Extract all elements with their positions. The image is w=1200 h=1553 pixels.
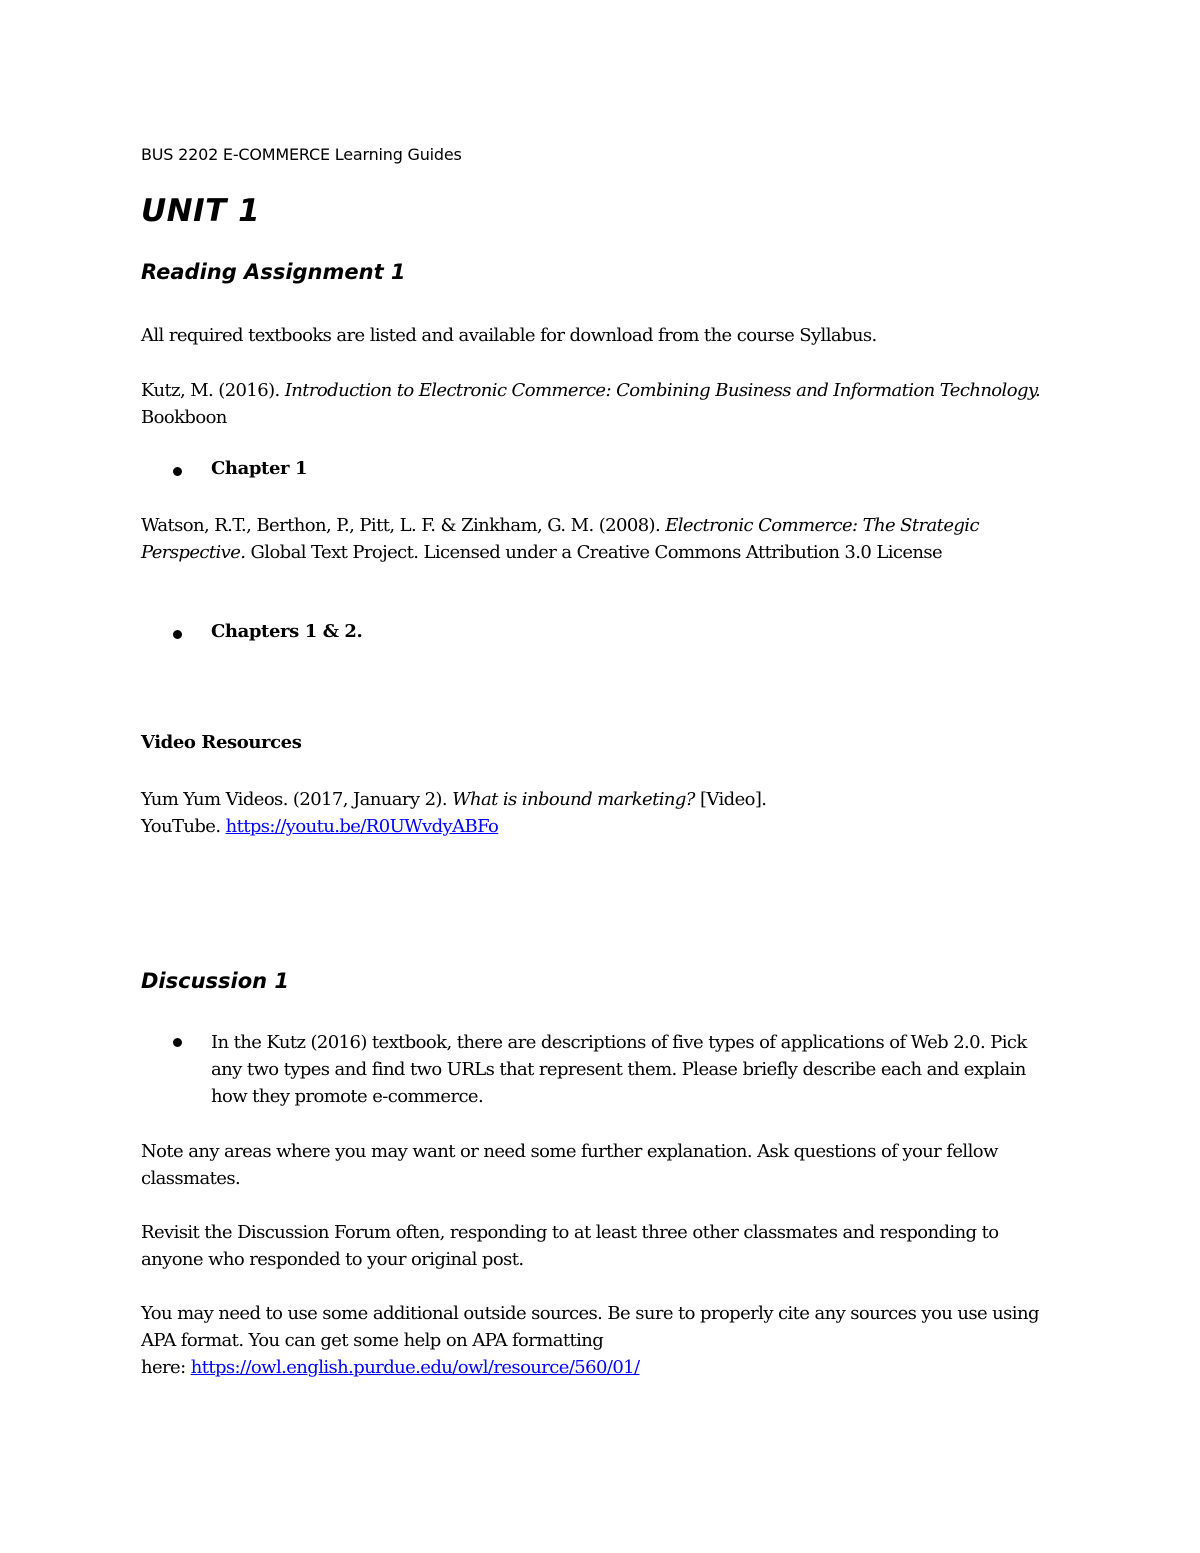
reading-assignment-heading: Reading Assignment 1 (141, 260, 406, 284)
citation-watson-title: Electronic Commerce: The Strategic Perspective. (141, 515, 979, 563)
document-header: BUS 2202 E-COMMERCE Learning Guides (141, 145, 462, 164)
citation-kutz-publisher: Bookboon (141, 407, 227, 428)
discussion-revisit: Revisit the Discussion Forum often, responding to at least three other classmates and responding to anyone who responded to your original post. (141, 1222, 999, 1270)
citation-kutz-authors: Kutz, M. (2016). (141, 380, 285, 401)
video-source-label: YouTube. (141, 816, 226, 837)
discussion-note: Note any areas where you may want or need some further explanation. Ask questions of your fellow classmates. (141, 1141, 998, 1189)
apa-formatting-link[interactable]: https://owl.english.purdue.edu/owl/resource/560/01/ (190, 1357, 640, 1378)
citation-watson-authors: Watson, R.T., Berthon, P., Pitt, L. F. & Zinkham, G. M. (2008). (141, 515, 666, 536)
chapter-1-label: Chapter 1 (211, 458, 308, 479)
discussion-prompt: In the Kutz (2016) textbook, there are descriptions of five types of applications of Web 2.0. Pick any two types and find two URLs that represent them. Please briefly describe each and explain how they promote e-commerce. (211, 1032, 1027, 1107)
reading-intro: All required textbooks are listed and available for download from the course Syllabus. (141, 325, 877, 346)
video-resources-heading: Video Resources (141, 732, 302, 753)
citation-kutz (141, 377, 1041, 431)
citation-watson (141, 512, 1056, 566)
discussion-sources-text: You may need to use some additional outside sources. Be sure to properly cite any sources you use using APA format. You can get some help on APA formatting (141, 1303, 1039, 1351)
youtube-link[interactable]: https://youtu.be/R0UWvdyABFo (225, 816, 499, 837)
discussion-sources (141, 1300, 1061, 1381)
citation-kutz-title: Introduction to Electronic Commerce: Combining Business and Information Technology. (284, 380, 1041, 401)
video-citation-prefix: Yum Yum Videos. (2017, January 2). (141, 789, 453, 810)
bullet-icon (173, 467, 182, 476)
bullet-icon (173, 1038, 182, 1047)
here-label: here: (141, 1357, 191, 1378)
video-citation-title: What is inbound marketing? (452, 789, 695, 810)
chapters-1-2-label: Chapters 1 & 2. (211, 621, 363, 642)
video-citation-suffix: [Video]. (694, 789, 767, 810)
unit-title: UNIT 1 (141, 193, 261, 229)
discussion-heading: Discussion 1 (141, 969, 290, 993)
video-citation (141, 786, 1061, 840)
bullet-icon (173, 630, 182, 639)
citation-watson-rest: Global Text Project. Licensed under a Creative Commons Attribution 3.0 License (245, 542, 943, 563)
